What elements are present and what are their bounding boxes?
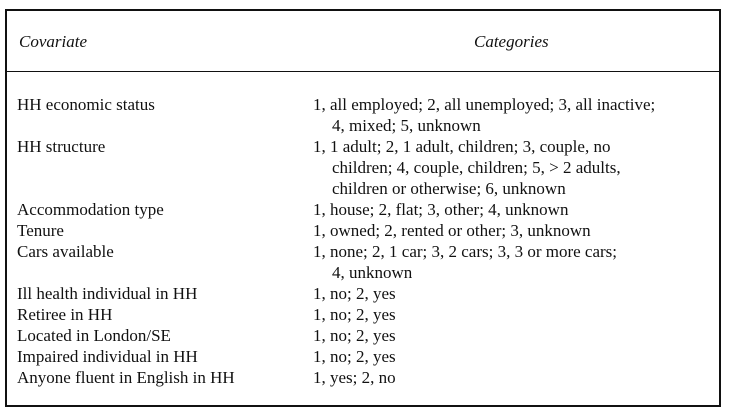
column-header-covariate: Covariate: [19, 32, 87, 51]
table-row: [17, 199, 717, 220]
covariate-cell: Ill health individual in HH: [17, 284, 198, 303]
categories-line: 1, no; 2, yes: [313, 326, 396, 345]
covariate-cell: HH economic status: [17, 95, 155, 114]
categories-line: 4, unknown: [332, 263, 413, 282]
categories-line: children; 4, couple, children; 5, > 2 adults,: [332, 158, 621, 177]
categories-line: children or otherwise; 6, unknown: [332, 179, 566, 198]
categories-cell: [313, 94, 717, 136]
covariate-cell: Accommodation type: [17, 200, 164, 219]
covariate-cell: Tenure: [17, 221, 64, 240]
categories-line: 1, all employed; 2, all unemployed; 3, all inactive;: [313, 95, 656, 114]
categories-line: 1, no; 2, yes: [313, 284, 396, 303]
categories-cell: [313, 283, 717, 304]
categories-cell: [313, 346, 717, 367]
table-row: [17, 220, 717, 241]
table-row: [17, 241, 717, 283]
categories-cell: [313, 136, 717, 199]
categories-line: 1, yes; 2, no: [313, 368, 396, 387]
categories-line: 1, none; 2, 1 car; 3, 2 cars; 3, 3 or more cars;: [313, 242, 618, 261]
covariate-cell: Cars available: [17, 242, 114, 261]
categories-cell: [313, 367, 717, 388]
categories-line: 1, 1 adult; 2, 1 adult, children; 3, couple, no: [313, 137, 611, 156]
covariate-cell: Retiree in HH: [17, 305, 113, 324]
categories-line: 1, no; 2, yes: [313, 347, 396, 366]
table-row: [17, 94, 717, 136]
table-row: [17, 367, 717, 388]
column-header-categories: Categories: [474, 32, 549, 51]
table-row: [17, 283, 717, 304]
categories-line: 1, owned; 2, rented or other; 3, unknown: [313, 221, 591, 240]
categories-line: 1, no; 2, yes: [313, 305, 396, 324]
covariate-cell: Located in London/SE: [17, 326, 171, 345]
categories-cell: [313, 325, 717, 346]
table-row: [17, 304, 717, 325]
categories-line: 1, house; 2, flat; 3, other; 4, unknown: [313, 200, 569, 219]
table-row: [17, 325, 717, 346]
table-body: [17, 94, 717, 388]
categories-cell: [313, 199, 717, 220]
table-row: [17, 346, 717, 367]
categories-cell: [313, 241, 717, 283]
table-row: [17, 136, 717, 199]
categories-cell: [313, 304, 717, 325]
categories-line: 4, mixed; 5, unknown: [332, 116, 481, 135]
header-rule: [5, 71, 721, 72]
covariate-cell: Anyone fluent in English in HH: [17, 368, 235, 387]
covariate-cell: Impaired individual in HH: [17, 347, 198, 366]
categories-cell: [313, 220, 717, 241]
covariate-cell: HH structure: [17, 137, 106, 156]
